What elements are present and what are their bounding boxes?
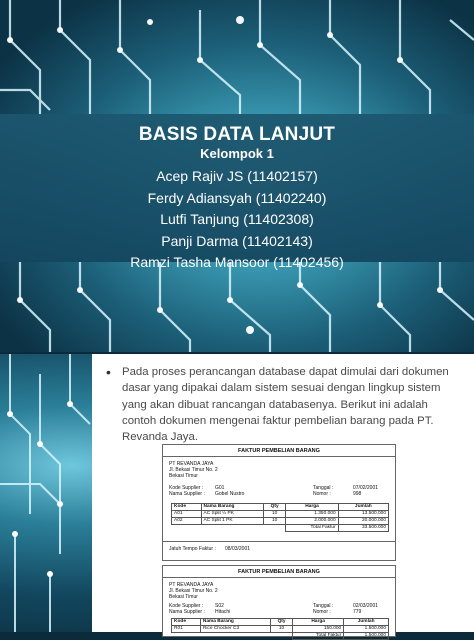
table-cell: Rice Chocker C3 bbox=[200, 626, 270, 633]
due-label: Jatuh Tempo Faktur : bbox=[169, 546, 216, 552]
table-cell: 10 bbox=[263, 518, 286, 525]
total-row bbox=[172, 633, 389, 640]
invoice-table bbox=[171, 503, 389, 532]
group-name: Kelompok 1 bbox=[200, 146, 274, 161]
supplier-name: Gobel Nustro bbox=[215, 491, 245, 497]
table-cell: 10 bbox=[271, 626, 293, 633]
table-cell: 150.000 bbox=[293, 626, 344, 633]
table-row bbox=[172, 626, 389, 633]
company-name: PT REVANDA JAYA bbox=[169, 582, 214, 588]
supplier-name-label: Nama Supplier : bbox=[169, 491, 205, 497]
table-header-row bbox=[172, 619, 389, 626]
column-header: Jumlah bbox=[344, 619, 389, 626]
content-slide bbox=[0, 354, 474, 638]
company-address: Jl. Bekasi Timur No. 2 bbox=[169, 467, 218, 473]
column-header: Nama Barang bbox=[200, 619, 270, 626]
body-paragraph: Pada proses perancangan database dapat dimulai dari dokumen dasar yang dipakai dalam sistem sesuai dengan lingkup sistem yang akan dibuat rancangan databasenya. Berikut ini adalah contoh dokumen mengenai faktur pembelian barang pada PT. Revanda Jaya. bbox=[122, 366, 449, 444]
invoice-heading: FAKTUR PEMBELIAN BARANG bbox=[238, 569, 320, 575]
table-header-row bbox=[172, 504, 389, 511]
supplier-name: Hitachi bbox=[215, 609, 231, 615]
company-name: PT REVANDA JAYA bbox=[169, 461, 214, 467]
column-header: Jumlah bbox=[338, 504, 388, 511]
circuit-side-decoration bbox=[0, 354, 92, 632]
company-city: Bekasi Timur bbox=[169, 473, 198, 479]
table-cell: A01 bbox=[172, 511, 202, 518]
company-city: Bekasi Timur bbox=[169, 594, 198, 600]
table-cell: R01 bbox=[172, 626, 201, 633]
invoice-document bbox=[162, 444, 396, 561]
member-name: Acep Rajiv JS (11402157) bbox=[156, 168, 318, 184]
invoice-number: 998 bbox=[353, 491, 362, 497]
slide-title: BASIS DATA LANJUT bbox=[138, 124, 336, 145]
title-block bbox=[0, 114, 474, 274]
company-address: Jl. Bekasi Timur No. 2 bbox=[169, 588, 218, 594]
table-cell: 20.000.000 bbox=[338, 518, 388, 525]
member-name: Panji Darma (11402143) bbox=[161, 232, 313, 249]
member-name: Lutfi Tanjung (11402308) bbox=[160, 211, 314, 227]
invoice-total: 1.500.000 bbox=[344, 633, 389, 640]
invoice-heading: FAKTUR PEMBELIAN BARANG bbox=[238, 448, 320, 454]
date-label: Tanggal : bbox=[313, 485, 334, 491]
supplier-name-label: Nama Supplier : bbox=[169, 609, 205, 615]
invoice-date: 07/02/2001 bbox=[353, 485, 379, 491]
divider bbox=[163, 541, 395, 542]
column-header: Qty bbox=[271, 619, 293, 626]
divider bbox=[163, 456, 395, 457]
content-panel bbox=[92, 354, 474, 638]
table-cell: A02 bbox=[172, 518, 202, 525]
member-name: Ferdy Adiansyah (11402240) bbox=[147, 189, 327, 206]
table-cell: AC Split 1 PK bbox=[201, 518, 263, 525]
invoice-total: 33.500.000 bbox=[338, 525, 388, 532]
column-header: Harga bbox=[293, 619, 344, 626]
invoice-table bbox=[171, 618, 389, 640]
invoice-number: 779 bbox=[353, 609, 362, 615]
column-header: Qty bbox=[263, 504, 286, 511]
column-header: Kode bbox=[172, 619, 201, 626]
table-cell: 1.350.000 bbox=[286, 511, 338, 518]
table-cell: 13.500.000 bbox=[338, 511, 388, 518]
supplier-code-label: Kode Supplier : bbox=[169, 603, 204, 609]
table-row bbox=[172, 518, 389, 525]
supplier-code: S02 bbox=[215, 603, 224, 609]
supplier-code-label: Kode Supplier : bbox=[169, 485, 204, 491]
table-cell: 1.500.000 bbox=[344, 626, 389, 633]
member-name: Ramzi Tasha Mansoor (11402456) bbox=[130, 254, 344, 270]
invoice-date: 02/03/2001 bbox=[353, 603, 379, 609]
divider bbox=[163, 577, 395, 578]
table-row bbox=[172, 511, 389, 518]
table-cell: 10 bbox=[263, 511, 286, 518]
column-header: Kode bbox=[172, 504, 202, 511]
due-date: 08/03/2001 bbox=[225, 546, 251, 552]
date-label: Tanggal : bbox=[313, 603, 334, 609]
table-cell: AC Split ½ PK bbox=[201, 511, 263, 518]
bullet-marker: • bbox=[106, 364, 111, 380]
number-label: Nomor : bbox=[313, 609, 331, 615]
supplier-code: G01 bbox=[215, 485, 225, 491]
column-header: Harga bbox=[286, 504, 338, 511]
table-cell: 2.000.000 bbox=[286, 518, 338, 525]
column-header: Nama Barang bbox=[201, 504, 263, 511]
number-label: Nomor : bbox=[313, 491, 331, 497]
total-row bbox=[172, 525, 389, 532]
total-label: Total Faktur bbox=[286, 525, 338, 532]
invoice-document bbox=[162, 565, 396, 637]
total-label: Total Faktur bbox=[293, 633, 344, 640]
